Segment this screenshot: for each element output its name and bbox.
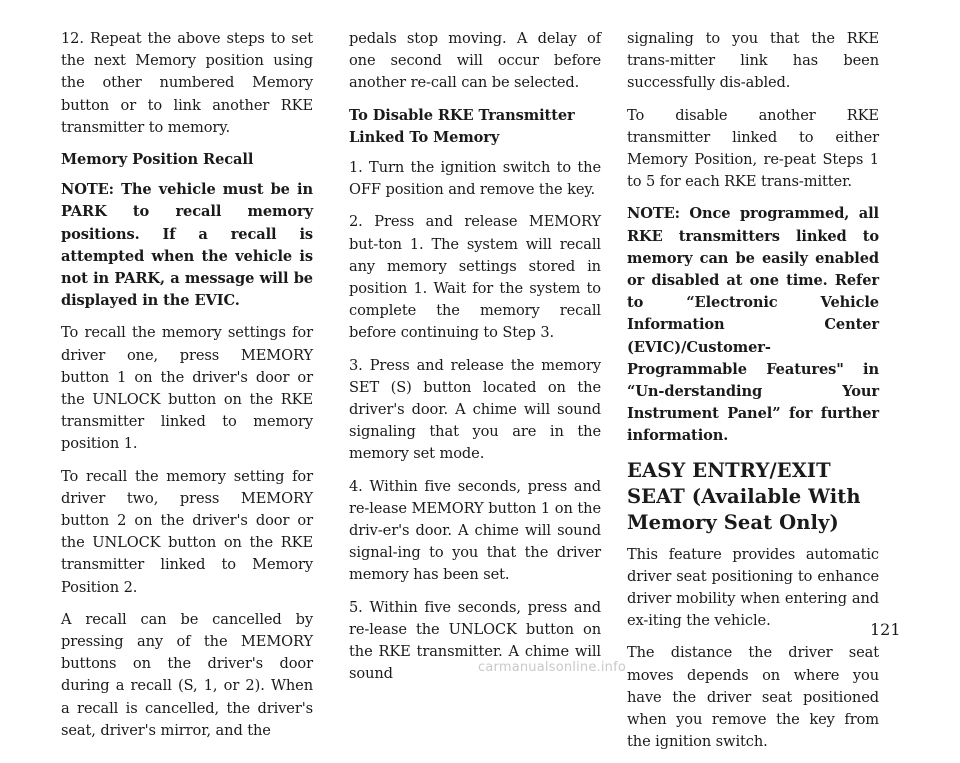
step-paragraph: 1. Turn the ignition switch to the OFF position and remove the key. [349,159,601,199]
note-paragraph: NOTE: Once programmed, all RKE transmitters linked to memory can be easily enabled or disabled at one time. Refer to “Electronic Vehicle Information Center (EVIC)/Customer-Programmable Features" in “Un-derstanding Your Instrument Panel” for further information. [627,205,879,445]
page-number: 121 [870,620,901,639]
note-paragraph: NOTE: The vehicle must be in PARK to recall memory positions. If a recall is attempted when the vehicle is not in PARK, a message will be displayed in the EVIC. [61,181,313,310]
paragraph: This feature provides automatic driver seat positioning to enhance driver mobility when entering and ex-iting the vehicle. [627,545,879,630]
section-heading: Memory Position Recall [61,151,254,169]
text-column-left [61,28,313,752]
text-column-middle [349,28,601,695]
step-paragraph: 2. Press and release MEMORY but-ton 1. The system will recall any memory settings stored in position 1. Wait for the system to complete the memory recall before continuing to Step 3. [349,213,601,342]
section-title: EASY ENTRY/EXIT SEAT (Available With Memory Seat Only) [627,458,861,534]
section-heading: To Disable RKE Transmitter Linked To Memory [349,106,575,146]
text-column-right [627,28,879,763]
watermark: carmanualsonline.info [478,660,627,675]
paragraph: To recall the memory settings for driver one, press MEMORY button 1 on the driver's door or the UNLOCK button on the RKE transmitter linked to memory position 1. [61,324,313,453]
step-paragraph: 4. Within five seconds, press and re-lease MEMORY button 1 on the driv-er's door. A chime will sound signal-ing to you that the driver memory has been set. [349,477,601,584]
paragraph: pedals stop moving. A delay of one second will occur before another re-call can be selected. [349,30,601,92]
step-paragraph: 3. Press and release the memory SET (S) button located on the driver's door. A chime will sound signaling that you are in the memory set mode. [349,356,601,463]
paragraph: signaling to you that the RKE trans-mitter link has been successfully dis-abled. [627,30,879,92]
paragraph: The distance the driver seat moves depends on where you have the driver seat positioned when you remove the key from the ignition switch. [627,644,879,751]
paragraph: To recall the memory setting for driver two, press MEMORY button 2 on the driver's door or the UNLOCK button on the RKE transmitter linked to Memory Position 2. [61,467,313,596]
paragraph: 12. Repeat the above steps to set the next Memory position using the other numbered Memory button or to link another RKE transmitter to memory. [61,30,313,136]
paragraph: To disable another RKE transmitter linked to either Memory Position, re-peat Steps 1 to 5 for each RKE trans-mitter. [627,106,879,191]
step-paragraph: 5. Within five seconds, press and re-lease the UNLOCK button on the RKE transmitter. A chime will sound [349,598,601,683]
paragraph: A recall can be cancelled by pressing any of the MEMORY buttons on the driver's door during a recall (S, 1, or 2). When a recall is cancelled, the driver's seat, driver's mirror, and the [61,610,313,739]
